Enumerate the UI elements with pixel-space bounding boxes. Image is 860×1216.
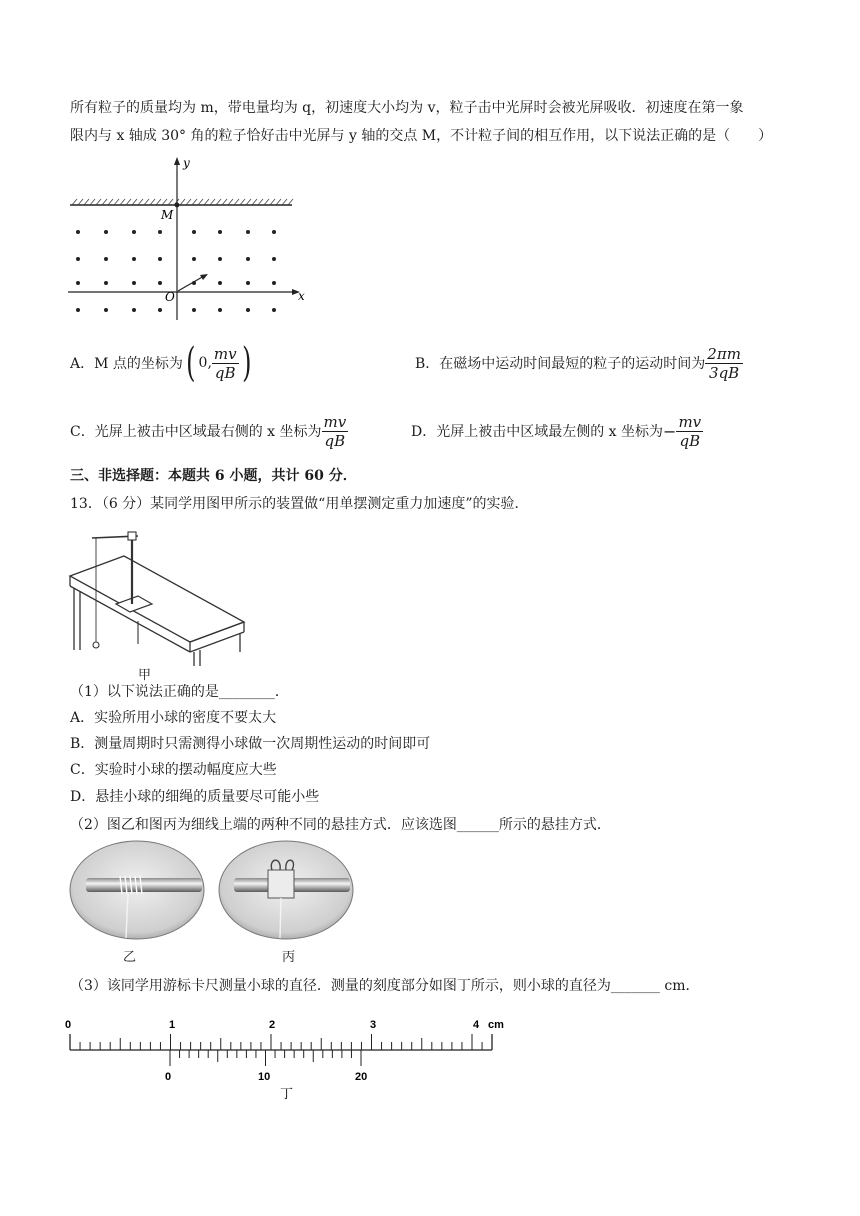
main-scale-label-1: 1 — [169, 1019, 176, 1031]
field-dot — [104, 281, 108, 285]
option-C-text: 光屏上被击中区域最右侧的 x 坐标为 — [94, 424, 322, 440]
option-A-fraction: $\frac{mv}{qB}$ — [213, 344, 237, 382]
screen-hatch-mark — [192, 199, 197, 205]
magnetic-field-figure — [60, 155, 320, 325]
fig-bing-label: 丙 — [282, 950, 296, 965]
screen-hatch-mark — [96, 199, 101, 205]
screen-hatch-mark — [132, 199, 137, 205]
p13-q1-option-A: A．实验所用小球的密度不要太大 — [70, 710, 277, 726]
field-dot — [132, 281, 136, 285]
screen-hatch-mark — [108, 199, 113, 205]
main-scale-label-2: 2 — [269, 1019, 276, 1031]
screen-hatch-mark — [90, 199, 95, 205]
screen-hatch-mark — [180, 199, 185, 205]
p13-q1-option-B: B．测量周期时只需测得小球做一次周期性运动的时间即可 — [70, 736, 431, 752]
field-dot — [272, 281, 276, 285]
vernier-label-0: 0 — [165, 1071, 172, 1083]
x-axis-label: x — [298, 289, 305, 303]
field-dot — [192, 281, 196, 285]
screen-hatch-mark — [264, 199, 269, 205]
origin-label: O — [165, 290, 175, 304]
fig-ding-label: 丁 — [280, 1087, 294, 1102]
screen-hatch-mark — [78, 199, 83, 205]
option-A-prefix: A． — [70, 356, 95, 372]
p12-option-D — [411, 407, 703, 455]
main-scale-label-3: 3 — [370, 1019, 377, 1031]
p13-q1-option-D: D．悬挂小球的细绳的质量要尽可能小些 — [70, 789, 320, 805]
field-dot — [246, 257, 250, 261]
field-dot — [246, 308, 250, 312]
screen-hatch-mark — [162, 199, 167, 205]
screen-hatch-mark — [156, 199, 161, 205]
field-dot — [272, 257, 276, 261]
main-scale-label-0: 0 — [65, 1019, 72, 1031]
screen-hatch-mark — [288, 199, 293, 205]
option-D-prefix: D． — [411, 424, 437, 440]
point-M-label: M — [161, 208, 174, 222]
option-A-lead: 0, — [198, 355, 212, 371]
screen-hatch-mark — [228, 199, 233, 205]
screen-hatch-mark — [138, 199, 143, 205]
screen-hatch-mark — [168, 199, 173, 205]
screen-hatch-mark — [102, 199, 107, 205]
screen-hatch-mark — [252, 199, 257, 205]
field-dot — [76, 308, 80, 312]
p13-q2: （2）图乙和图丙为细线上端的两种不同的悬挂方式．应该选图______所示的悬挂方式． — [70, 817, 611, 833]
screen-hatch-mark — [246, 199, 251, 205]
field-dot — [218, 230, 222, 234]
option-B-fraction: $\frac{2\pi m}{3qB}$ — [707, 344, 741, 382]
field-dot — [76, 281, 80, 285]
field-dot — [218, 257, 222, 261]
option-D-fraction: $\frac{mv}{qB}$ — [678, 412, 702, 450]
option-C-fraction: $\frac{mv}{qB}$ — [323, 412, 347, 450]
option-C-prefix: C． — [70, 424, 95, 440]
screen-hatch-mark — [144, 199, 149, 205]
p12-stem-line2: 限内与 x 轴成 30° 角的粒子恰好击中光屏与 y 轴的交点 M，不计粒子间的相互作用，以下说法正确的是（ ） — [70, 128, 773, 144]
field-dot — [158, 230, 162, 234]
field-dot — [104, 257, 108, 261]
screen-hatch-mark — [222, 199, 227, 205]
screen-hatch-mark — [84, 199, 89, 205]
field-dot — [192, 308, 196, 312]
y-axis-label: y — [183, 156, 190, 170]
option-A-text: M 点的坐标为 — [94, 356, 183, 372]
p13-q1: （1）以下说法正确的是________． — [70, 684, 289, 700]
screen-hatch-mark — [198, 199, 203, 205]
fig-jia-label: 甲 — [138, 668, 152, 683]
fig-yi-label: 乙 — [123, 950, 137, 965]
field-dot — [272, 230, 276, 234]
screen-hatch-mark — [234, 199, 239, 205]
screen-hatch-mark — [216, 199, 221, 205]
option-D-sign: − — [663, 421, 677, 441]
field-dot — [158, 281, 162, 285]
main-scale-label-4: 4 — [473, 1019, 480, 1031]
field-dot — [104, 230, 108, 234]
main-scale-unit: cm — [488, 1019, 504, 1031]
vernier-label-20: 20 — [355, 1071, 368, 1083]
p13-q1-option-C: C．实验时小球的摆动幅度应大些 — [70, 762, 277, 778]
screen-hatch-mark — [276, 199, 281, 205]
field-dot — [218, 281, 222, 285]
screen-hatch-mark — [240, 199, 245, 205]
option-D-text: 光屏上被击中区域最左侧的 x 坐标为 — [436, 424, 664, 440]
screen-hatch-mark — [126, 199, 131, 205]
field-dot — [158, 308, 162, 312]
field-dot — [132, 257, 136, 261]
screen-hatch-mark — [210, 199, 215, 205]
field-dot — [192, 257, 196, 261]
suspension-photos-figure — [68, 840, 358, 950]
field-dot — [132, 308, 136, 312]
field-dot — [272, 308, 276, 312]
section-3-title: 三、非选择题：本题共 6 小题，共计 60 分． — [70, 468, 357, 484]
p13-q3: （3）该同学用游标卡尺测量小球的直径．测量的刻度部分如图丁所示，则小球的直径为_______ cm． — [70, 978, 700, 994]
p12-option-C — [70, 407, 348, 455]
option-B-text: 在磁场中运动时间最短的粒子的运动时间为 — [439, 356, 706, 372]
screen-hatch-mark — [120, 199, 125, 205]
screen-hatch-mark — [72, 199, 77, 205]
option-B-prefix: B． — [415, 356, 440, 372]
pendulum-apparatus-figure — [66, 526, 246, 666]
field-dot — [192, 230, 196, 234]
vernier-caliper-figure — [60, 1010, 520, 1100]
p12-option-B — [415, 339, 743, 387]
p12-option-A: A． M 点的坐标为 ( 0, $\frac{mv}{qB}$ ) — [70, 340, 252, 386]
field-dot — [132, 230, 136, 234]
field-dot — [76, 230, 80, 234]
vernier-label-10: 10 — [258, 1071, 271, 1083]
field-dot — [104, 308, 108, 312]
field-dot — [76, 257, 80, 261]
screen-hatch-mark — [282, 199, 287, 205]
p13-stem: 13．（6 分）某同学用图甲所示的装置做“用单摆测定重力加速度”的实验． — [70, 496, 529, 512]
screen-hatch-mark — [114, 199, 119, 205]
p12-stem-line1: 所有粒子的质量均为 m，带电量均为 q，初速度大小均为 v，粒子击中光屏时会被光屏吸收．初速度在第一象 — [70, 100, 744, 116]
screen-hatch-mark — [150, 199, 155, 205]
field-dot — [158, 257, 162, 261]
field-dot — [246, 230, 250, 234]
screen-hatch-mark — [270, 199, 275, 205]
field-dot — [246, 281, 250, 285]
screen-hatch-mark — [258, 199, 263, 205]
field-dot — [218, 308, 222, 312]
screen-hatch-mark — [204, 199, 209, 205]
screen-hatch-mark — [186, 199, 191, 205]
